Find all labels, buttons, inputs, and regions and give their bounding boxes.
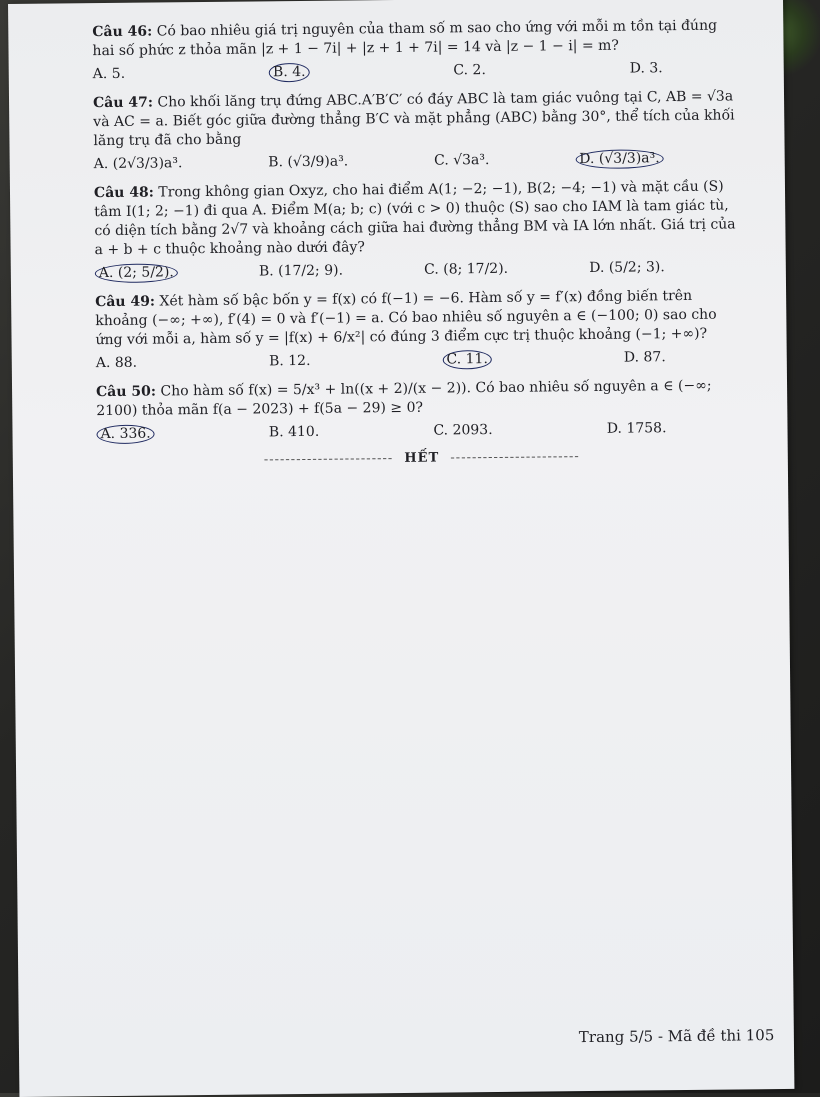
option-b: B. 12. <box>268 352 311 370</box>
option-a: A. 88. <box>95 354 138 372</box>
option-a-circled: A. (2; 5/2). <box>95 263 178 283</box>
question-number: Câu 50: <box>96 383 157 401</box>
question-number: Câu 46: <box>92 23 153 41</box>
option-b: B. (17/2; 9). <box>258 262 344 280</box>
question-46 <box>92 16 743 84</box>
divider-left: ------------------------ <box>263 451 394 468</box>
question-47 <box>93 87 744 174</box>
answer-options <box>94 148 744 174</box>
answer-options <box>96 347 746 373</box>
option-a: A. (2√3/3)a³. <box>93 155 183 173</box>
question-text: Cho hàm số f(x) = 5/x³ + ln((x + 2)/(x − 2)). Có bao nhiêu số nguyên a ∈ (−∞; 2100) thỏa mãn f(a − 2023) + f(5a − 29) ≥ 0? <box>96 377 712 420</box>
question-49 <box>95 286 746 373</box>
divider-right: ------------------------ <box>450 449 580 466</box>
option-a: A. 5. <box>92 65 126 83</box>
question-text: Cho khối lăng trụ đứng ABC.A′B′C′ có đáy ABC là tam giác vuông tại C, AB = √3a và AC = a. Biết góc giữa đường thẳng B′C và mặt phẳng (ABC) bằng 30°, thể tích của khối lăng trụ đã cho bằng <box>93 88 735 150</box>
option-b: B. 410. <box>268 423 320 441</box>
question-50 <box>96 376 747 444</box>
option-d: D. 3. <box>629 60 663 77</box>
option-d: D. 1758. <box>606 420 667 437</box>
option-c: C. 2. <box>453 62 486 79</box>
questions-container <box>92 16 747 469</box>
option-b: B. (√3/9)a³. <box>268 153 349 171</box>
question-number: Câu 48: <box>93 184 155 202</box>
answer-options <box>96 418 746 444</box>
answer-options <box>95 257 745 283</box>
option-a-circled: A. 336. <box>96 425 154 445</box>
exam-paper <box>8 0 794 1097</box>
option-c-circled: C. 11. <box>442 350 492 370</box>
question-48 <box>94 177 745 283</box>
option-c: C. √3a³. <box>433 152 490 169</box>
answer-options <box>93 58 743 84</box>
option-d: D. (5/2; 3). <box>589 259 665 276</box>
question-text: Xét hàm số bậc bốn y = f(x) có f(−1) = −6. Hàm số y = f′(x) đồng biến trên khoảng (−∞; +∞), f′(4) = 0 và f′(−1) = a. Có bao nhiêu số nguyên a ∈ (−100; 0) sao cho ứng với mỗi a, hàm số y = |f(x) + 6/x²| có đúng 3 điểm cực trị thuộc khoảng (−1; +∞)? <box>95 287 717 349</box>
option-c: C. 2093. <box>433 422 493 439</box>
end-marker <box>97 447 747 469</box>
question-text: Trong không gian Oxyz, cho hai điểm A(1; −2; −1), B(2; −4; −1) và mặt cầu (S) tâm I(1; 2; −1) đi qua A. Điểm M(a; b; c) (với c > 0) thuộc (S) sao cho IAM là tam giác tù, có diện tích bằng 2√7 và khoảng cách giữa hai đường thẳng BM và IA lớn nhất. Giá trị của a + b + c thuộc khoảng nào dưới đây? <box>94 178 736 259</box>
question-number: Câu 47: <box>92 94 154 112</box>
option-c: C. (8; 17/2). <box>424 260 509 278</box>
page-footer: Trang 5/5 - Mã đề thi 105 <box>578 1026 775 1047</box>
option-d-circled: D. (√3/3)a³. <box>575 149 664 169</box>
end-marker-text: HẾT <box>404 450 440 466</box>
question-text: Có bao nhiêu giá trị nguyên của tham số m sao cho ứng với mỗi m tồn tại đúng hai số phức z thỏa mãn |z + 1 − 7i| + |z + 1 + 7i| = 14 và |z − 1 − i| = m? <box>92 17 718 60</box>
option-b-circled: B. 4. <box>269 63 310 82</box>
question-number: Câu 49: <box>95 293 156 311</box>
option-d: D. 87. <box>623 349 666 366</box>
